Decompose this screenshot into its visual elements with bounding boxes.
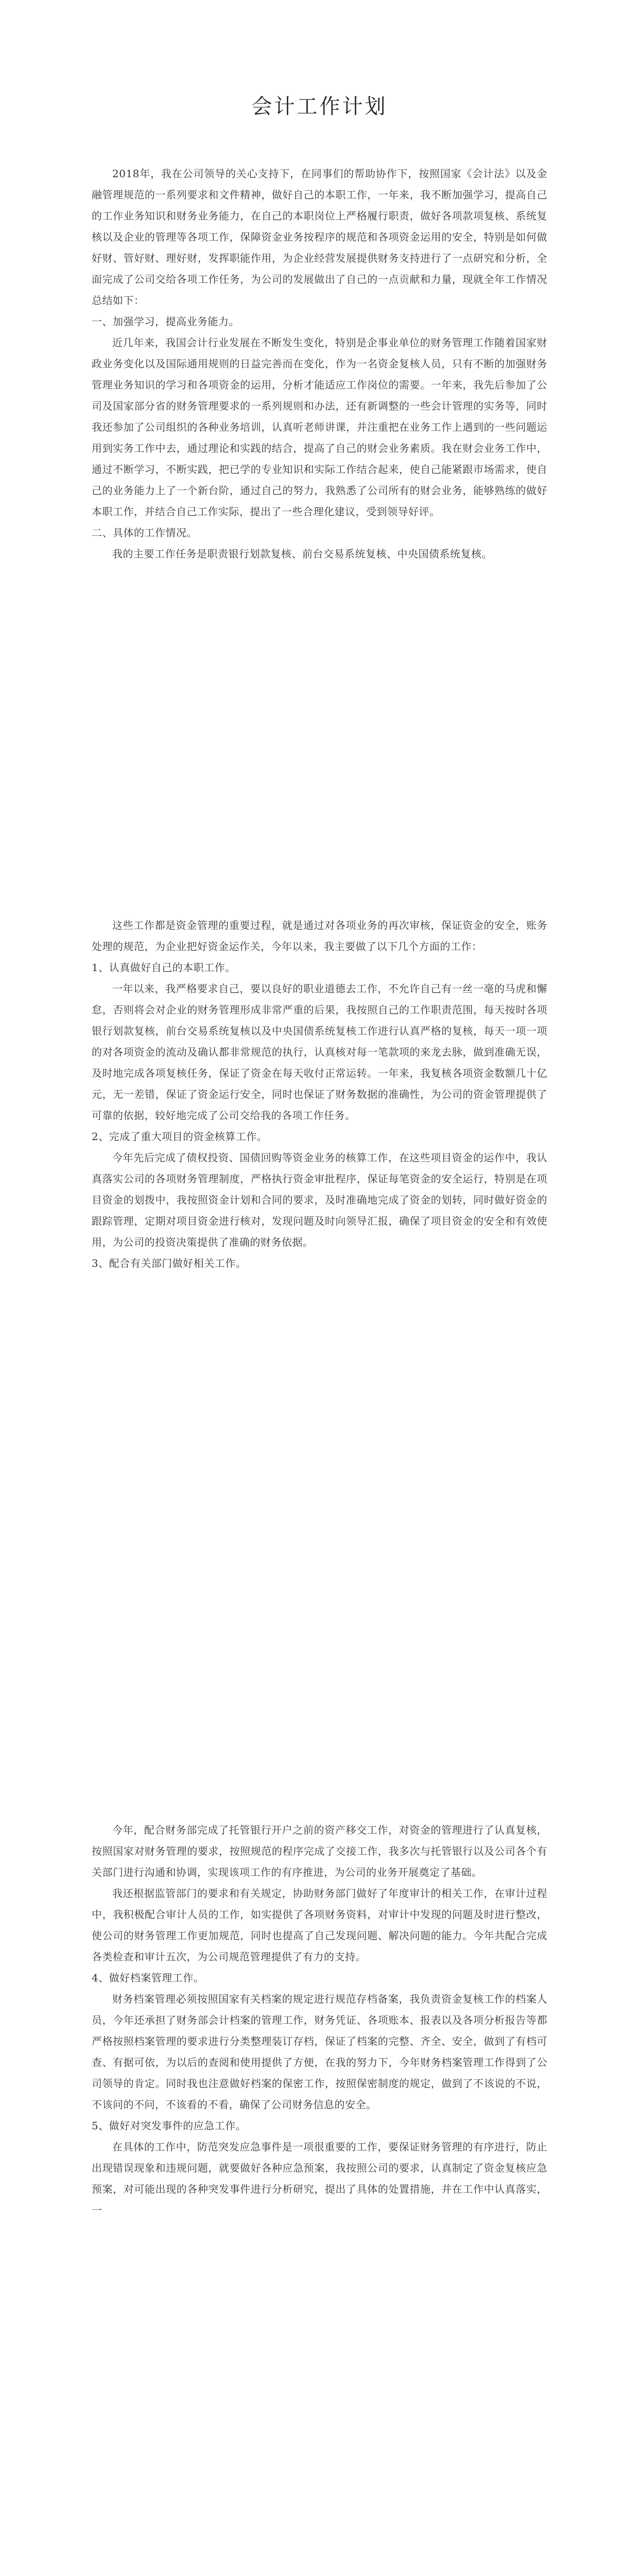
section-heading: 二、具体的工作情况。 xyxy=(92,527,197,539)
section-heading: 3、配合有关部门做好相关工作。 xyxy=(92,1257,247,1269)
body-section-1 xyxy=(92,163,547,565)
page-title: 会计工作计划 xyxy=(251,95,388,118)
section-heading: 5、做好对突发事件的应急工作。 xyxy=(92,2120,247,2132)
section-heading: 4、做好档案管理工作。 xyxy=(92,1972,204,1984)
body-paragraph: 在具体的工作中，防范突发应急事件是一项很重要的工作，要保证财务管理的有序进行，防止出现错误现象和违规问题，就要做好各种应急预案，我按照公司的要求，认真制定了资金复核应急预案，对可能出现的各种突发事件进行分析研究，提出了具体的处置措施，并在工作中认真落实，一 xyxy=(92,2141,547,2216)
body-section-3 xyxy=(92,1820,547,2221)
body-paragraph: 今年先后完成了债权投资、国债回购等资金业务的核算工作，在这些项目资金的运作中，我认真落实公司的各项财务管理制度，严格执行资金审批程序，保证每笔资金的安全运行，特别是在项目资金的划拨中，我按照资金计划和合同的要求，及时准确地完成了资金的划转，同时做好资金的跟踪管理，定期对项目资金进行核对，发现问题及时向领导汇报，确保了项目资金的安全和有效使用，为公司的投资决策提供了准确的财务依据。 xyxy=(92,1151,547,1248)
body-paragraph: 近几年来，我国会计行业发展在不断发生变化，特别是企事业单位的财务管理工作随着国家财政业务变化以及国际通用规则的日益完善而在变化，作为一名资金复核人员，只有不断的加强财务管理业务知识的学习和各项资金的运用，分析才能适应工作岗位的需要。一年来，我先后参加了公司及国家部分省的财务管理要求的一系列规则和办法，还有新调整的一些会计管理的实务等，同时我还参加了公司组织的各种业务培训，认真听老师讲课，并注重把在业务工作上遇到的一些问题运用到实务工作中去，通过理论和实践的结合，提高了自己的财会业务素质。我在财会业务工作中，通过不断学习，不断实践，把已学的专业知识和实际工作结合起来，使自己能紧跟市场需求，使自己的业务能力上了一个新台阶，通过自己的努力，我熟悉了公司所有的财会业务，能够熟练的做好本职工作，并结合自己工作实际，提出了一些合理化建议，受到领导好评。 xyxy=(92,336,547,518)
body-paragraph: 我的主要工作任务是职责银行划款复核、前台交易系统复核、中央国债系统复核。 xyxy=(112,548,492,560)
body-paragraph: 财务档案管理必须按照国家有关档案的规定进行规范存档备案，我负责资金复核工作的档案人员，今年还承担了财务部会计档案的管理工作，财务凭证、各项账本、报表以及各项分析报告等都严格按照档案管理的要求进行分类整理装订存档，保证了档案的完整、齐全、安全，做到了有档可查、有据可依，为以后的查阅和使用提供了方便，在我的努力下，今年财务档案管理工作得到了公司领导的肯定。同时我也注意做好档案的保密工作，按照保密制度的规定，做到了不该说的不说，不该问的不问，不该看的不看，确保了公司财务信息的安全。 xyxy=(92,1993,547,2111)
section-heading: 1、认真做好自己的本职工作。 xyxy=(92,961,236,974)
body-paragraph: 这些工作都是资金管理的重要过程，就是通过对各项业务的再次审核，保证资金的安全，账务处理的规范，为企业把好资金运作关，今年以来，我主要做了以下几个方面的工作： xyxy=(92,919,547,953)
body-paragraph: 2018年，我在公司领导的关心支持下，在同事们的帮助协作下，按照国家《会计法》以及金融管理规范的一系列要求和文件精神，做好自己的本职工作，一年来，我不断加强学习，提高自己的工作业务知识和财务业务能力，在自己的本职岗位上严格履行职责，做好各项款项复核、系统复核以及企业的管理等各项工作，保障资金业务按程序的规范和各项资金运用的安全，特别是如何做好财、管好财、理好财，发挥职能作用，为企业经营发展提供财务支持进行了一点研究和分析，全面完成了公司交给各项工作任务，为公司的发展做出了自己的一点贡献和力量，现就全年工作情况总结如下： xyxy=(92,167,547,307)
body-paragraph: 一年以来，我严格要求自己，要以良好的职业道德去工作，不允许自己有一丝一毫的马虎和懈怠，否则将会对企业的财务管理形成非常严重的后果，我按照自己的工作职责范围，每天按时各项银行划款复核，前台交易系统复核以及中央国债系统复核工作进行认真严格的复核，每天一项一项的对各项资金的流动及确认都非常规范的执行，认真核对每一笔款项的来龙去脉，做到准确无误，及时地完成各项复核任务，保证了资金在每天收付正常运转。一年来，我复核各项资金数额几十亿元，无一差错，保证了资金运行安全，同时也保证了财务数据的准确性，为公司的资金管理提供了可靠的依据，较好地完成了公司交给我的各项工作任务。 xyxy=(92,982,547,1122)
section-heading: 一、加强学习，提高业务能力。 xyxy=(92,315,239,328)
body-paragraph: 今年，配合财务部完成了托管银行开户之前的资产移交工作，对资金的管理进行了认真复核，按照国家对财务管理的要求，按照规范的程序完成了交接工作，我多次与托管银行以及公司各个有关部门进行沟通和协调，实现该项工作的有序推进，为公司的业务开展奠定了基础。 xyxy=(92,1824,547,1878)
section-heading: 2、完成了重大项目的资金核算工作。 xyxy=(92,1130,268,1143)
body-paragraph: 我还根据监管部门的要求和有关规定，协助财务部门做好了年度审计的相关工作，在审计过程中，我积极配合审计人员的工作，如实提供了各项财务资料，对审计中发现的问题及时进行整改，使公司的财务管理工作更加规范，同时也提高了自己发现问题、解决问题的能力。今年共配合完成各类检查和审计五次，为公司规范管理提供了有力的支持。 xyxy=(92,1887,547,1963)
body-section-2 xyxy=(92,915,547,1274)
